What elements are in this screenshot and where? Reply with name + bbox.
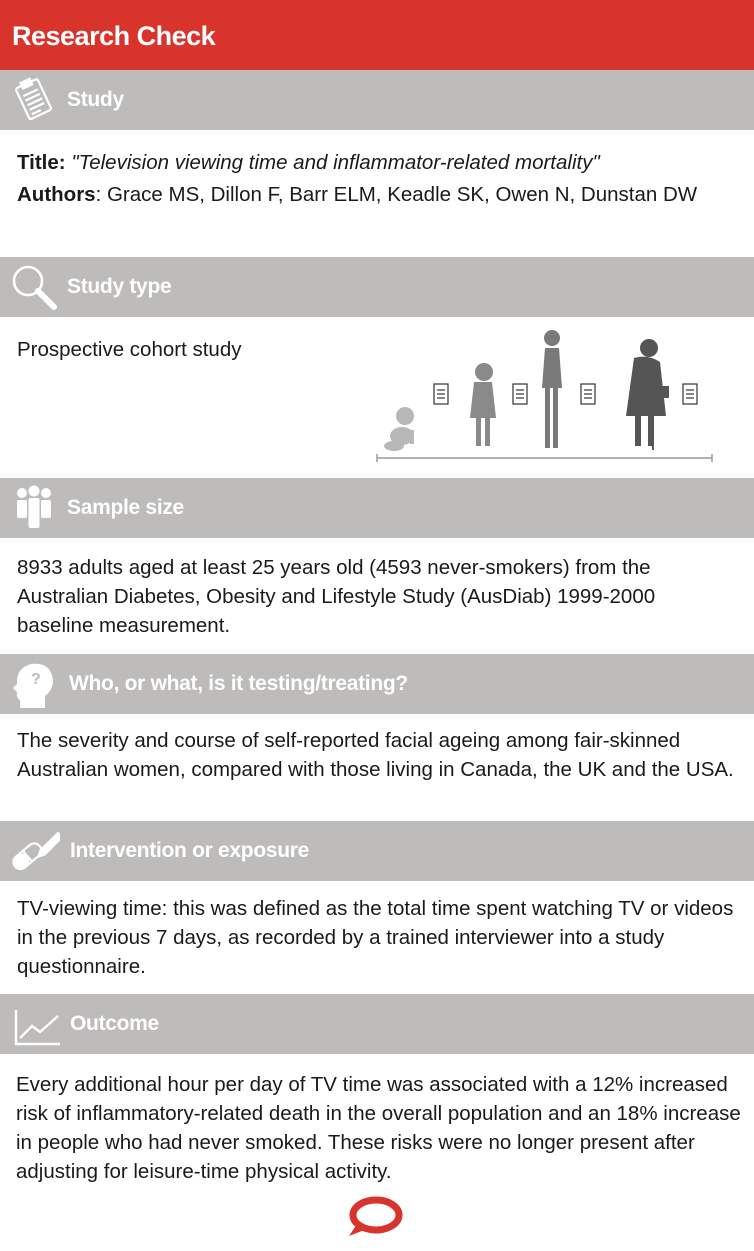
head-question-icon [8,660,60,708]
testing-value: The severity and course of self-reported facial ageing among fair-skinned Australian women, compared with those living in Canada, the UK and the USA. [17,729,734,781]
section-heading: Who, or what, is it testing/treating? [69,672,408,695]
life-stages-illustration [372,326,717,466]
pill-pen-icon [8,827,60,875]
section-bar-study [0,70,754,130]
section-heading: Sample size [67,496,184,519]
section-bar-testing [0,654,754,714]
intervention-value: TV-viewing time: this was defined as the total time spent watching TV or videos in the previous 7 days, as recorded by a trained interviewer into a study questionnaire. [17,897,734,978]
section-bar-outcome [0,994,754,1054]
study-title: "Television viewing time and inflammator-related mortality" [71,151,600,174]
clipboard-icon [8,76,60,124]
study-details [17,148,737,209]
magnifier-icon [8,263,60,311]
section-heading: Study type [67,275,172,298]
authors-label: Authors [17,183,96,206]
study-title-line [17,148,737,177]
line-chart-icon [8,1000,60,1048]
section-bar-study-type [0,257,754,317]
section-bar-sample-size [0,478,754,538]
section-heading: Study [67,88,124,111]
page-header [0,0,754,70]
page-title: Research Check [12,21,216,51]
study-authors: : Grace MS, Dillon F, Barr ELM, Keadle SK, Owen N, Dunstan DW [95,183,698,206]
outcome-value: Every additional hour per day of TV time was associated with a 12% increased risk of inflammatory-related death in the overall population and an 18% increase in people who had never smoked. These risks were no longer present after adjusting for leisure-time physical activity. [16,1073,741,1183]
sample-size-value: 8933 adults aged at least 25 years old (4593 never-smokers) from the Australian Diabetes, Obesity and Lifestyle Study (AusDiab) 1999-2000 baseline measurement. [17,556,656,637]
study-type-value: Prospective cohort study [17,338,242,361]
people-icon [8,484,60,532]
study-authors-line [17,180,737,209]
section-heading: Intervention or exposure [70,839,310,862]
title-label: Title: [17,151,66,174]
section-heading: Outcome [70,1012,159,1035]
speech-bubble-logo [345,1196,405,1238]
section-bar-intervention [0,821,754,881]
svg-text:?: ? [31,671,41,688]
